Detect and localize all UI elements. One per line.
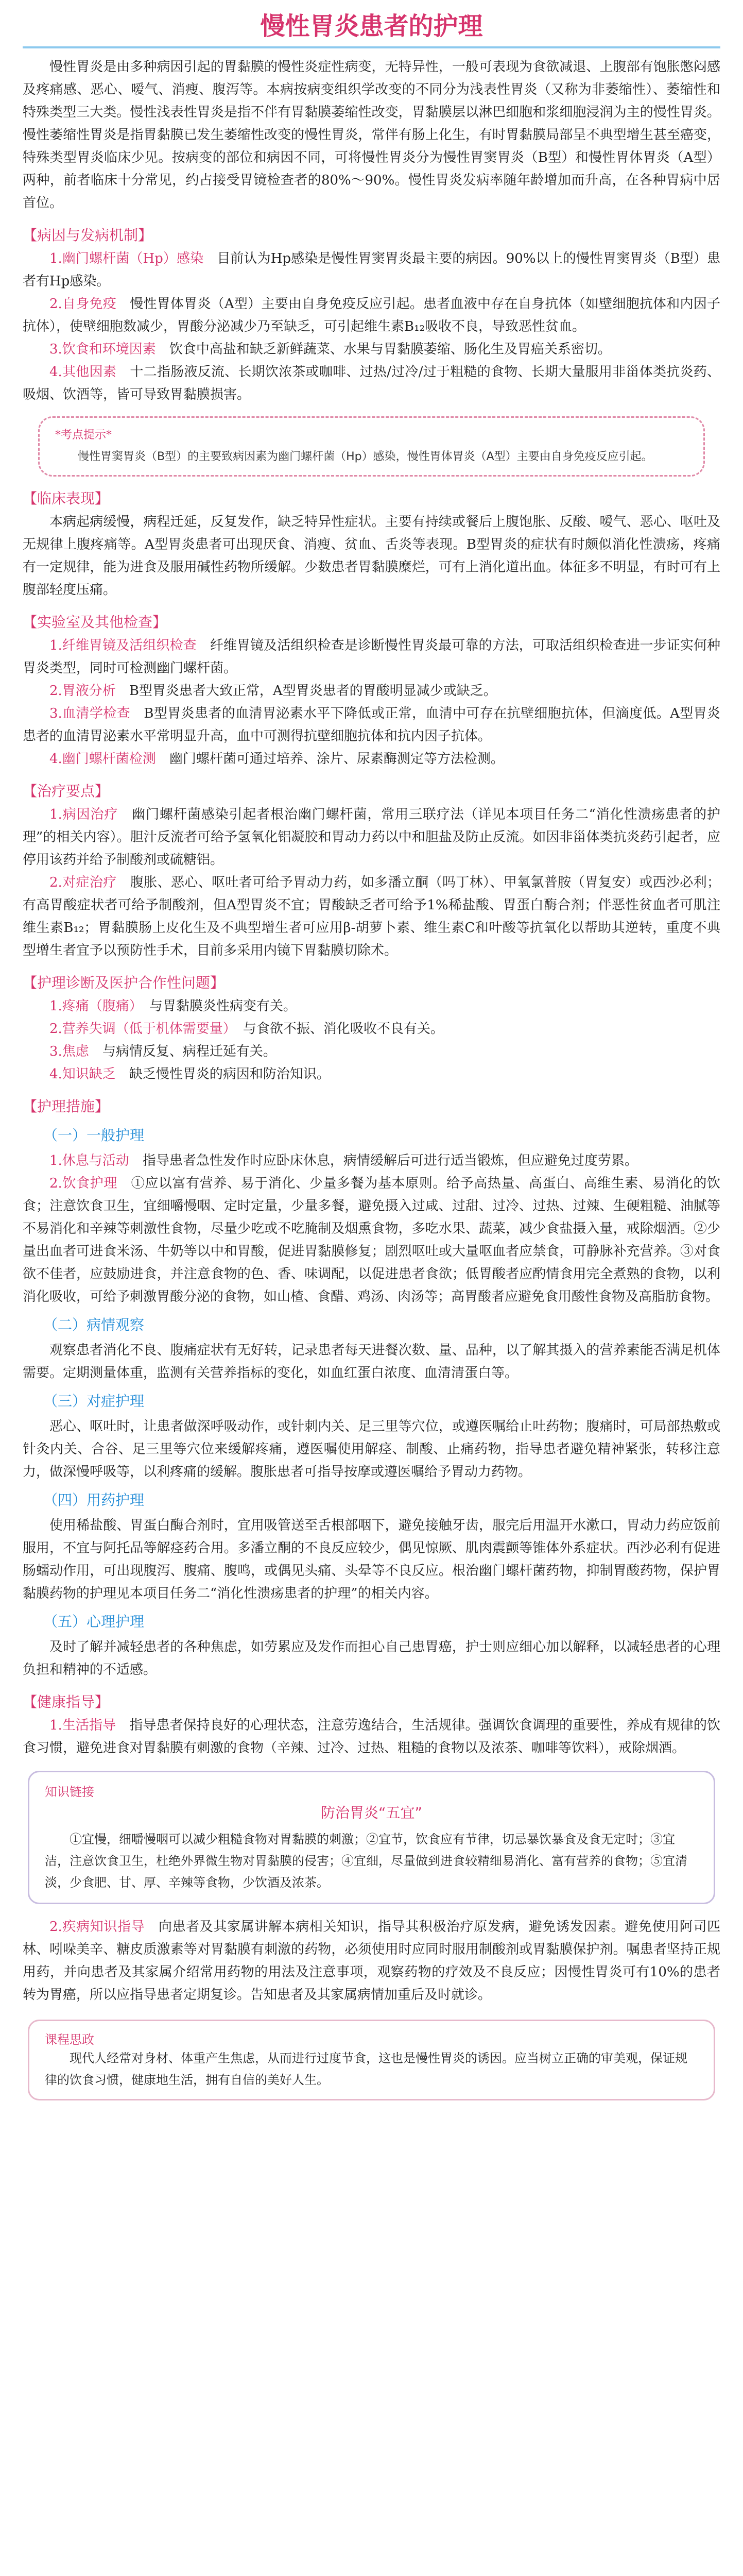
item-lead: 2.对症治疗: [49, 875, 117, 890]
health-item: [23, 1916, 720, 2006]
item-text: 饮食中高盐和缺乏新鲜蔬菜、水果与胃黏膜萎缩、肠化生及胃癌关系密切。: [169, 342, 611, 357]
exam-tip-box: [38, 416, 705, 477]
clinical-paragraph: 本病起病缓慢，病程迁延，反复发作，缺乏特异性症状。主要有持续或餐后上腹饱胀、反酸、嗳气、恶心、呕吐及无规律上腹疼痛等。A型胃炎患者可出现厌食、消瘦、贫血、舌炎等表现。B型胃炎的症状有时颇似消化性溃疡，疼痛有一定规律，能为进食及服用碱性药物所缓解。少数患者胃黏膜糜烂，可有上消化道出血。体征多不明显，有时可有上腹部轻度压痛。: [23, 514, 720, 598]
item-text: ①应以富有营养、易于消化、少量多餐为基本原则。给予高热量、高蛋白、高维生素、易消化的饮食；注意饮食卫生，宜细嚼慢咽、定时定量，少量多餐，避免摄入过咸、过甜、过冷、过热、过辣、生硬粗糙、油腻等不易消化和辛辣等刺激性食物，尽量少吃或不吃腌制及烟熏食物，多吃水果、蔬菜，减少食盐摄入量，戒除烟酒。②少量出血者可进食米汤、牛奶等以中和胃酸，促进胃黏膜修复；剧烈呕吐或大量呕血者应禁食，可静脉补充营养。③对食欲不佳者，应鼓励进食，并注意食物的色、香、味调配，以促进患者食欲；低胃酸者应酌情食用完全煮熟的食物，以利消化吸收，可给予刺激胃酸分泌的食物，如山楂、食醋、鸡汤、肉汤等；高胃酸者应避免食用酸性食物及高脂肪食物。: [23, 1176, 720, 1304]
labs-item: [23, 748, 720, 770]
item-text: 十二指肠液反流、长期饮浓茶或咖啡、过热/过冷/过于粗糙的食物、长期大量服用非甾体类抗炎药、吸烟、饮酒等，皆可导致胃黏膜损害。: [23, 364, 720, 402]
intro-section: [23, 56, 720, 214]
item-lead: 3.焦虑: [49, 1044, 89, 1059]
item-text: 与胃黏膜炎性病变有关。: [149, 998, 297, 1014]
labs-item: [23, 634, 720, 680]
item-lead: 2.自身免疫: [49, 296, 116, 312]
drug-paragraph: 使用稀盐酸、胃蛋白酶合剂时，宜用吸管送至舌根部咽下，避免接触牙齿，服完后用温开水漱口，胃动力药应饭前服用，不宜与阿托品等解痉药合用。多潘立酮的不良反应较少，偶见惊厥、肌肉震颤等锥体外系症状。西沙必利有促进肠蠕动作用，可出现腹泻、腹痛、腹鸣，或偶见头痛、头晕等不良反应。根治幽门螺杆菌药物，抑制胃酸药物，保护胃黏膜药物的护理见本项目任务二“消化性溃疡患者的护理”的相关内容。: [23, 1518, 720, 1601]
exam-tip-label: *考点提示*: [55, 429, 112, 442]
psych-heading: （五）心理护理: [43, 1613, 145, 1630]
treatment-item: [23, 803, 720, 871]
item-text: 缺乏慢性胃炎的病因和防治知识。: [129, 1066, 330, 1082]
item-lead: 1.生活指导: [49, 1718, 116, 1733]
etiology-section: [23, 224, 720, 477]
title-divider: [23, 46, 720, 48]
exam-tip-text: 慢性胃窦胃炎（B型）的主要致病因素为幽门螺杆菌（Hp）感染，慢性胃体胃炎（A型）主要由自身免疫反应引起。: [78, 450, 653, 463]
item-text: 与食欲不振、消化吸收不良有关。: [243, 1021, 444, 1037]
item-text: 指导患者急性发作时应卧床休息，病情缓解后可进行适当锻炼，但应避免过度劳累。: [142, 1153, 638, 1168]
etiology-item: [23, 293, 720, 338]
health-item: [23, 1714, 720, 1759]
item-lead: 1.休息与活动: [49, 1153, 129, 1168]
ideology-text: 现代人经常对身材、体重产生焦虑，从而进行过度节食，这也是慢性胃炎的诱因。应当树立正确的审美观，保证规律的饮食习惯，健康地生活，拥有自信的美好人生。: [45, 2051, 687, 2087]
general-care-item: [23, 1172, 720, 1308]
item-text: 纤维胃镜及活组织检查是诊断慢性胃炎最可靠的方法，可取活组织检查进一步证实何种胃炎类型，同时可检测幽门螺杆菌。: [23, 638, 720, 676]
general-care-item: [23, 1149, 720, 1172]
knowledge-label: 知识链接: [45, 1785, 94, 1799]
labs-section: [23, 611, 720, 770]
knowledge-title: 防治胃炎“五宜”: [320, 1804, 422, 1821]
etiology-item: [23, 247, 720, 293]
observe-paragraph: 观察患者消化不良、腹痛症状有无好转，记录患者每天进餐次数、量、品种，以了解其摄入的营养素能否满足机体需要。定期测量体重，监测有关营养指标的变化，如血红蛋白浓度、血清清蛋白等。: [23, 1343, 720, 1381]
diagnosis-item: [23, 995, 720, 1018]
ideology-label: 课程思政: [45, 2032, 94, 2047]
item-lead: 3.血清学检查: [49, 706, 131, 721]
symptom-paragraph: 恶心、呕吐时，让患者做深呼吸动作，或针刺内关、足三里等穴位，或遵医嘱给止吐药物；腹痛时，可局部热敷或针灸内关、合谷、足三里等穴位来缓解疼痛，遵医嘱使用解痉、制酸、止痛药物，指导患者避免精神紧张，转移注意力，做深慢呼吸等，以利疼痛的缓解。腹胀患者可指导按摩或遵医嘱给予胃动力药物。: [23, 1419, 720, 1480]
clinical-section: [23, 487, 720, 601]
item-lead: 4.知识缺乏: [49, 1066, 116, 1082]
health-heading: 【健康指导】: [23, 1693, 110, 1710]
item-text: 与病情反复、病程迁延有关。: [102, 1044, 277, 1059]
symptom-heading: （三）对症护理: [43, 1393, 145, 1410]
labs-item: [23, 680, 720, 702]
diagnosis-item: [23, 1063, 720, 1086]
diagnosis-section: [23, 971, 720, 1086]
item-text: 指导患者保持良好的心理状态，注意劳逸结合，生活规律。强调饮食调理的重要性，养成有规律的饮食习惯，避免进食对胃黏膜有刺激的食物（辛辣、过冷、过热、粗糙的食物以及浓茶、咖啡等饮料），戒除烟酒。: [23, 1718, 720, 1756]
item-lead: 1.病因治疗: [49, 807, 118, 822]
item-lead: 2.营养失调（低于机体需要量）: [49, 1021, 230, 1037]
etiology-item: [23, 361, 720, 406]
knowledge-box: [28, 1771, 715, 1904]
page-title: 慢性胃炎患者的护理: [260, 12, 483, 41]
intro-paragraph: 慢性胃炎是由多种病因引起的胃黏膜的慢性炎症性病变，无特异性，一般可表现为食欲减退、上腹部有饱胀憋闷感及疼痛感、恶心、嗳气、消瘦、腹泻等。本病按病变组织学改变的不同分为浅表性胃炎（又称为非萎缩性）、萎缩性和特殊类型三大类。慢性浅表性胃炎是指不伴有胃黏膜萎缩性改变，胃黏膜层以淋巴细胞和浆细胞浸润为主的慢性胃炎。慢性萎缩性胃炎是指胃黏膜已发生萎缩性改变的慢性胃炎，常伴有肠上化生，有时胃黏膜局部呈不典型增生甚至癌变，特殊类型胃炎临床少见。按病变的部位和病因不同，可将慢性胃炎分为慢性胃窦胃炎（B型）和慢性胃体胃炎（A型）两种，前者临床十分常见，约占接受胃镜检查者的80%～90%。慢性胃炎发病率随年龄增加而升高，在各种胃病中居首位。: [23, 59, 720, 211]
treatment-heading: 【治疗要点】: [23, 783, 110, 800]
observe-heading: （二）病情观察: [43, 1316, 145, 1333]
knowledge-text: ①宜慢，细嚼慢咽可以减少粗糙食物对胃黏膜的刺激；②宜节，饮食应有节律，切忌暴饮暴食及食无定时；③宜洁，注意饮食卫生，杜绝外界微生物对胃黏膜的侵害；④宜细，尽量做到进食较精细易消化、富有营养的食物；⑤宜清淡，少食肥、甘、厚、辛辣等食物，少饮酒及浓茶。: [45, 1832, 687, 1890]
labs-item: [23, 702, 720, 748]
general-care-heading: （一）一般护理: [43, 1127, 145, 1144]
item-text: 幽门螺杆菌感染引起者根治幽门螺杆菌，常用三联疗法（详见本项目任务二“消化性溃疡患者的护理”的相关内容）。胆汁反流者可给予氢氧化铝凝胶和胃动力药以中和胆盐及防止反流。如因非甾体类抗炎药引起者，应停用该药并给予制酸剂或硫糖铝。: [23, 807, 720, 868]
labs-heading: 【实验室及其他检查】: [23, 614, 167, 631]
diagnosis-item: [23, 1018, 720, 1040]
measures-section: [23, 1095, 720, 2100]
item-lead: 1.纤维胃镜及活组织检查: [49, 638, 197, 653]
ideology-box: [28, 2020, 715, 2100]
item-text: 向患者及其家属讲解本病相关知识，指导其积极治疗原发病，避免诱发因素。避免使用阿司匹林、吲哚美辛、糖皮质激素等对胃黏膜有刺激的药物，必须使用时应同时服用制酸剂或胃黏膜保护剂。嘱患者坚持正规用药，并向患者及其家属介绍常用药物的用法及注意事项，观察药物的疗效及不良反应；因慢性胃炎可有10%的患者转为胃癌，所以应指导患者定期复诊。告知患者及其家属病情加重后及时就诊。: [23, 1919, 720, 2003]
item-lead: 4.其他因素: [49, 364, 117, 380]
item-lead: 2.疾病知识指导: [49, 1919, 145, 1935]
item-lead: 2.胃液分析: [49, 683, 116, 699]
item-text: 幽门螺杆菌可通过培养、涂片、尿素酶测定等方法检测。: [169, 751, 504, 767]
item-text: B型胃炎患者的血清胃泌素水平下降低或正常，血清中可存在抗壁细胞抗体，但滴度低。A型胃炎患者的血清胃泌素水平常明显升高，血中可测得抗壁细胞抗体和抗内因子抗体。: [23, 706, 720, 744]
item-lead: 1.幽门螺杆菌（Hp）感染: [49, 251, 204, 266]
item-lead: 4.幽门螺杆菌检测: [49, 751, 156, 767]
item-lead: 2.饮食护理: [49, 1176, 117, 1191]
psych-paragraph: 及时了解并减轻患者的各种焦虑，如劳累应及发作而担心自己患胃癌，护士则应细心加以解释，以减轻患者的心理负担和精神的不适感。: [23, 1639, 720, 1677]
diagnosis-heading: 【护理诊断及医护合作性问题】: [23, 974, 225, 991]
treatment-item: [23, 871, 720, 962]
clinical-heading: 【临床表现】: [23, 490, 110, 507]
treatment-section: [23, 779, 720, 962]
item-text: 腹胀、恶心、呕吐者可给予胃动力药，如多潘立酮（吗丁林）、甲氧氯普胺（胃复安）或西沙必利；有高胃酸症状者可给予制酸剂，但A型胃炎不宜；胃酸缺乏者可给予1%稀盐酸、胃蛋白酶合剂；伴恶性贫血者可肌注维生素B₁₂；胃黏膜肠上皮化生及不典型增生者可应用β-胡萝卜素、维生素C和叶酸等抗氧化以帮助其逆转，重度不典型增生者宜予以预防性手术，目前多采用内镜下胃黏膜切除术。: [23, 875, 720, 958]
item-lead: 1.疼痛（腹痛）: [49, 998, 136, 1014]
item-text: B型胃炎患者大致正常，A型胃炎患者的胃酸明显减少或缺乏。: [129, 683, 497, 699]
item-lead: 3.饮食和环境因素: [49, 342, 156, 357]
item-text: 慢性胃体胃炎（A型）主要由自身免疫反应引起。患者血液中存在自身抗体（如壁细胞抗体和内因子抗体），使壁细胞数减少，胃酸分泌减少乃至缺乏，可引起维生素B₁₂吸收不良，导致恶性贫血。: [23, 296, 720, 334]
item-text: 目前认为Hp感染是慢性胃窦胃炎最主要的病因。90%以上的慢性胃窦胃炎（B型）患者有Hp感染。: [23, 251, 720, 289]
measures-heading: 【护理措施】: [23, 1098, 110, 1115]
etiology-item: [23, 338, 720, 361]
etiology-heading: 【病因与发病机制】: [23, 227, 153, 244]
diagnosis-item: [23, 1040, 720, 1063]
drug-heading: （四）用药护理: [43, 1492, 145, 1509]
